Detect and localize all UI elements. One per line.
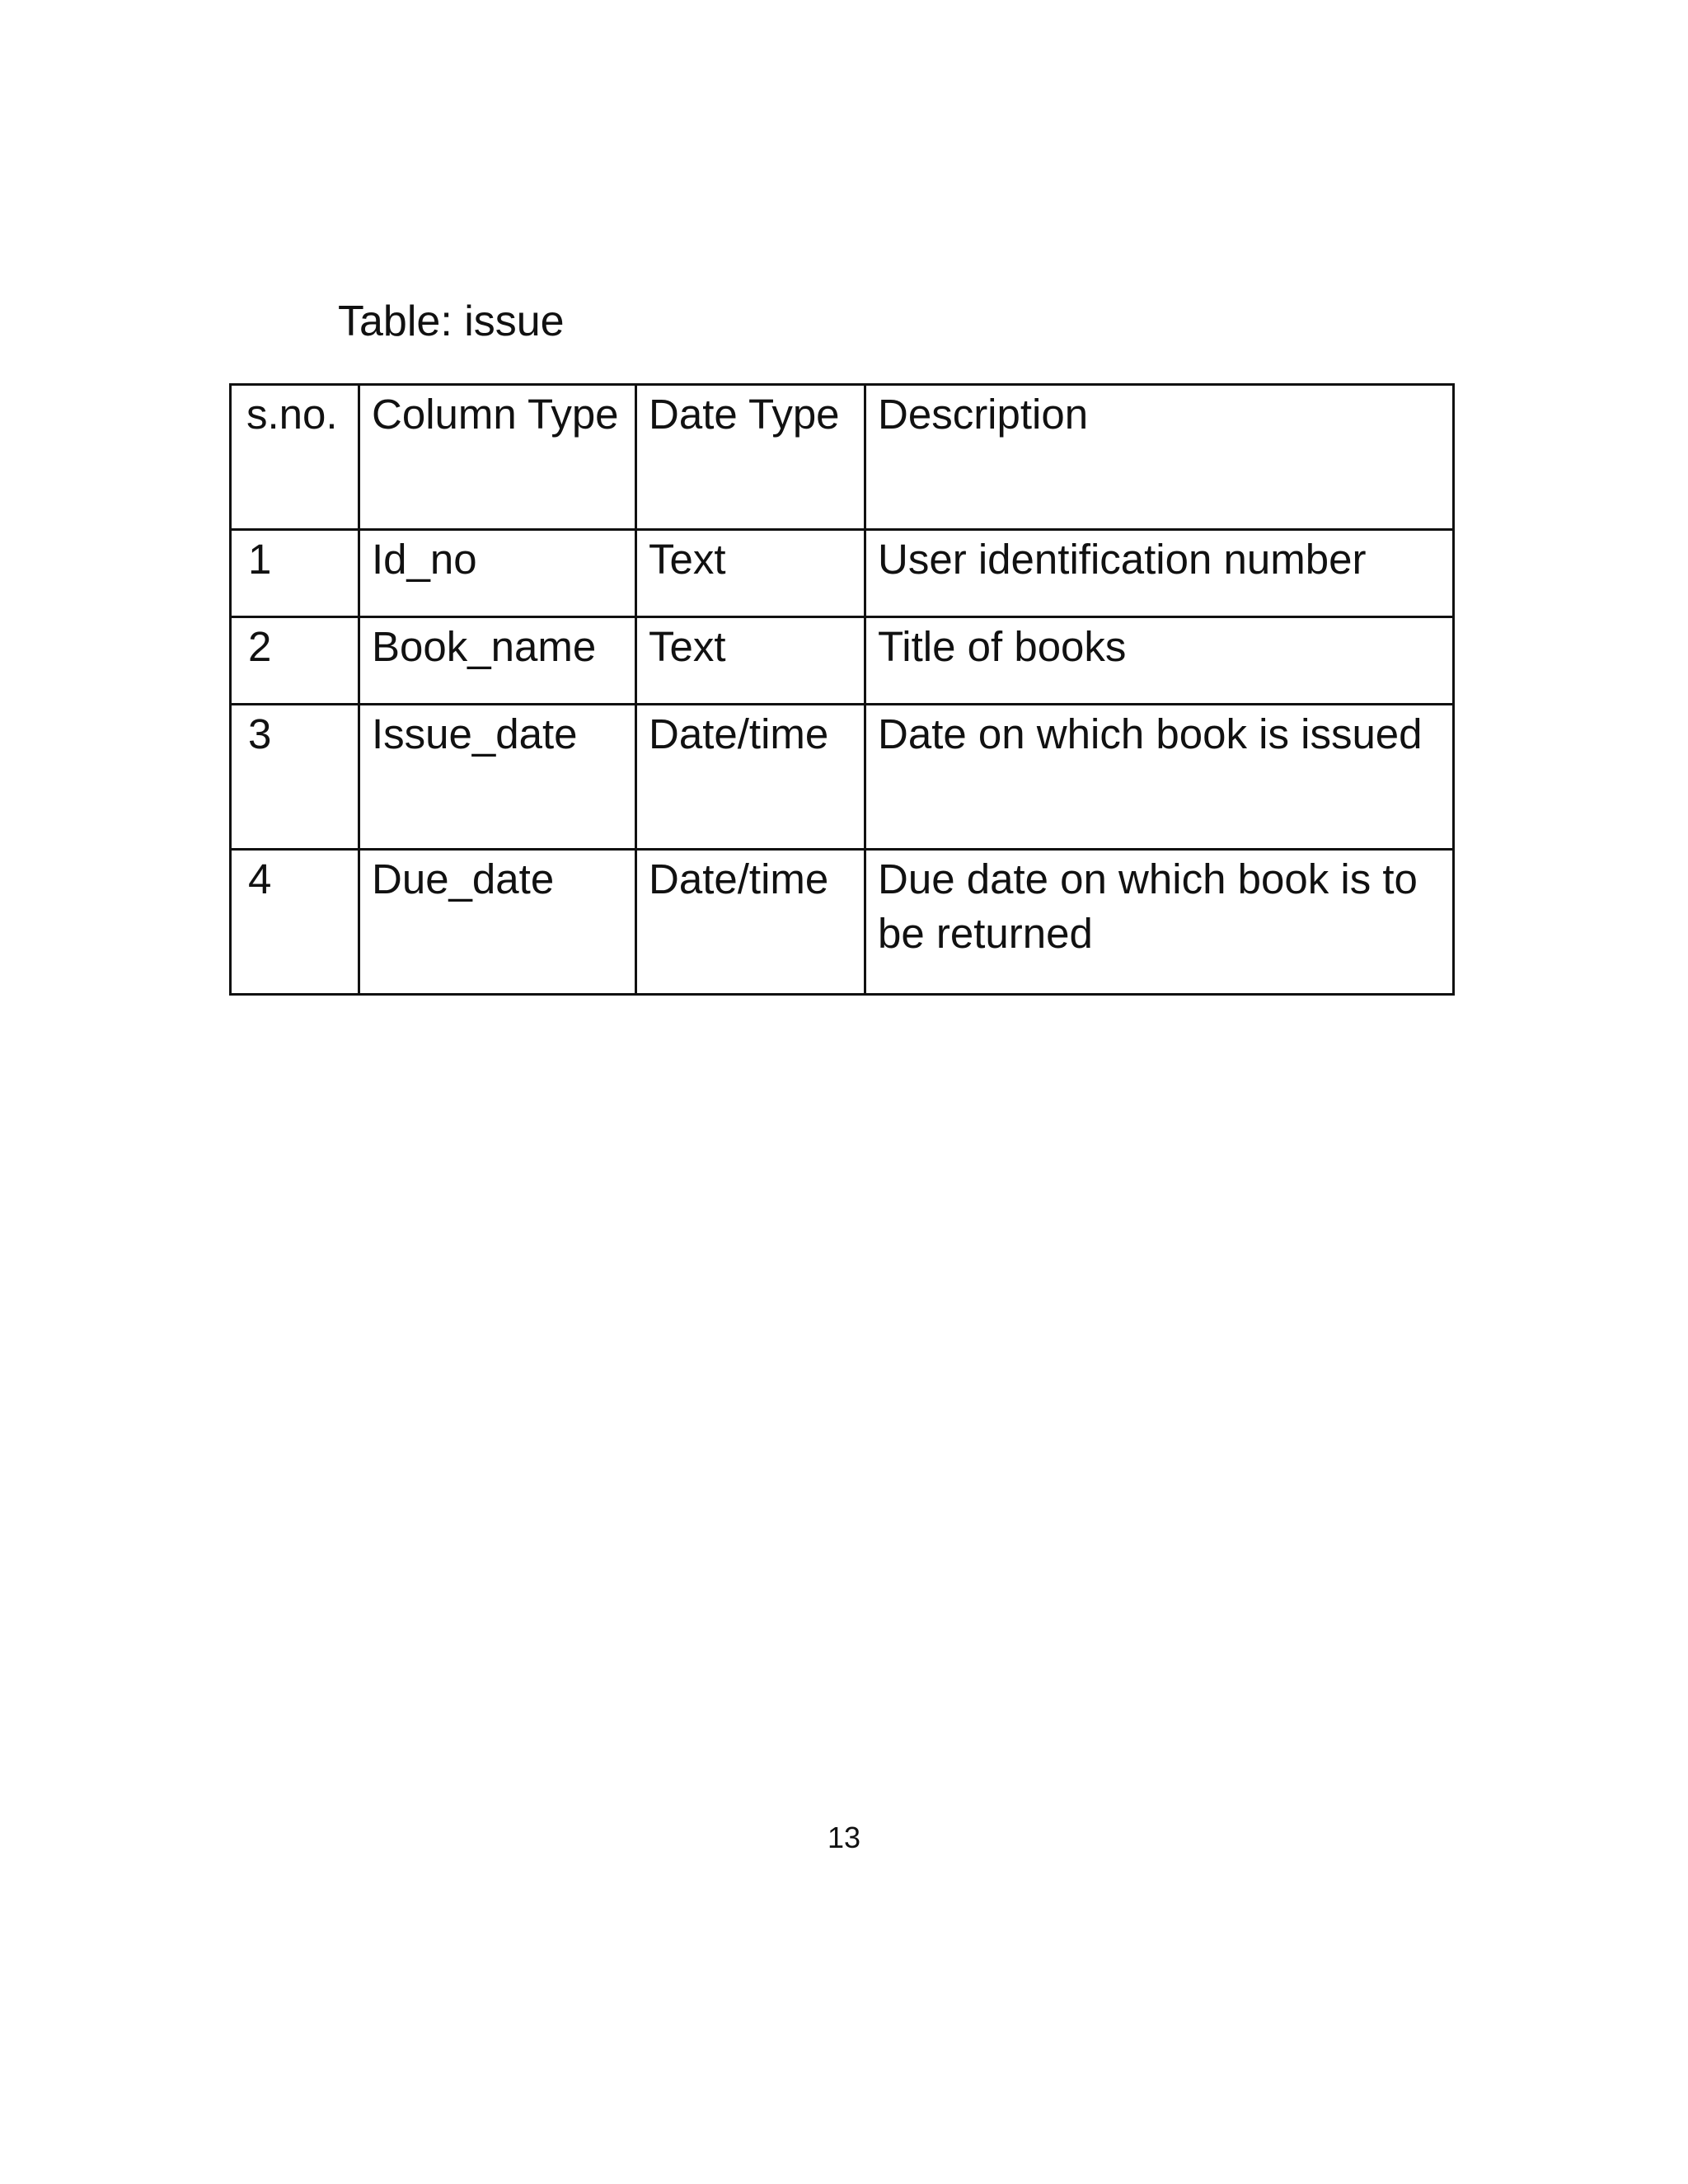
- cell-description: Title of books: [865, 617, 1454, 705]
- table-row: [231, 617, 1454, 705]
- header-cell-column-type: Column Type: [359, 385, 636, 530]
- table-header-row: [231, 385, 1454, 530]
- table-row: [231, 530, 1454, 617]
- issue-table: [229, 383, 1455, 996]
- cell-sno: 3: [231, 705, 359, 850]
- cell-column: Issue_date: [359, 705, 636, 850]
- cell-type: Text: [636, 617, 865, 705]
- cell-type: Date/time: [636, 705, 865, 850]
- cell-sno: 2: [231, 617, 359, 705]
- cell-sno: 4: [231, 850, 359, 995]
- table-row: [231, 705, 1454, 850]
- cell-type: Text: [636, 530, 865, 617]
- cell-column: Id_no: [359, 530, 636, 617]
- header-cell-sno: s.no.: [231, 385, 359, 530]
- table-row: [231, 850, 1454, 995]
- page-number: 13: [827, 1821, 861, 1854]
- cell-description: Due date on which book is to be returned: [865, 850, 1454, 995]
- cell-type: Date/time: [636, 850, 865, 995]
- header-cell-description: Description: [865, 385, 1454, 530]
- cell-column: Book_name: [359, 617, 636, 705]
- table-caption: Table: issue: [338, 298, 565, 345]
- cell-sno: 1: [231, 530, 359, 617]
- cell-description: Date on which book is issued: [865, 705, 1454, 850]
- cell-column: Due_date: [359, 850, 636, 995]
- header-cell-date-type: Date Type: [636, 385, 865, 530]
- cell-description: User identification number: [865, 530, 1454, 617]
